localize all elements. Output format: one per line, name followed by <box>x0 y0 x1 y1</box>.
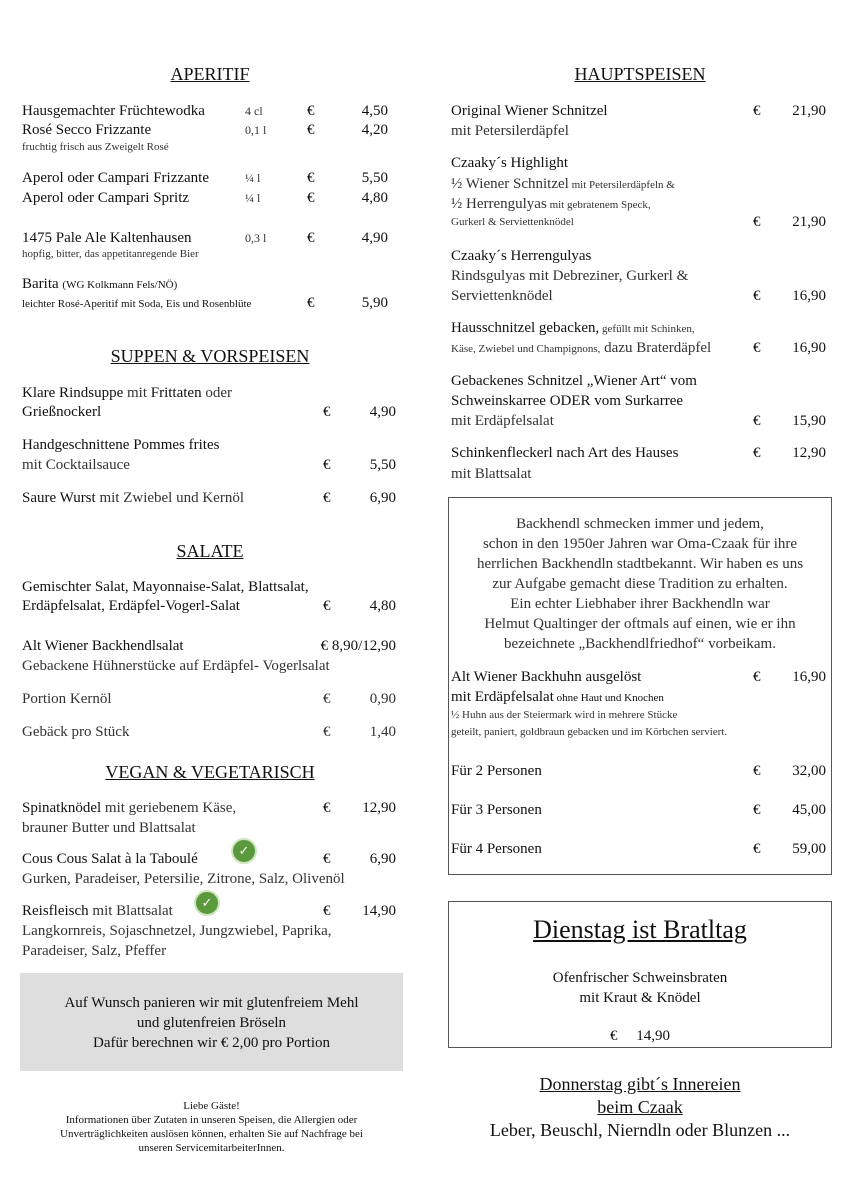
item-price: 5,50 <box>361 170 388 186</box>
item-price: 12,90 <box>792 445 826 461</box>
item-name: Gebackenes Schnitzel „Wiener Art“ vom <box>451 373 697 389</box>
item-name: Reisfleisch <box>22 903 89 919</box>
item-size: ¼ l <box>245 171 261 185</box>
item-name: Czaaky´s Herrengulyas <box>451 248 592 264</box>
item-currency: € <box>323 598 331 614</box>
section-title-hauptspeisen: HAUPTSPEISEN <box>574 64 706 84</box>
item-price: 12,90 <box>362 800 396 816</box>
item-name: Cous Cous Salat à la Taboulé <box>22 851 198 867</box>
option-currency: € <box>753 802 761 818</box>
item-line <box>451 174 675 194</box>
option-label: Für 4 Personen <box>451 841 542 857</box>
item-name: Aperol oder Campari Spritz <box>22 190 190 206</box>
item-price: 4,90 <box>369 404 396 420</box>
option-label: Für 3 Personen <box>451 802 542 818</box>
item-currency: € <box>753 214 761 230</box>
option-currency: € <box>753 841 761 857</box>
gluten-free-notice <box>20 973 403 1071</box>
item-text: Gurken, Paradeiser, Petersilie, Zitrone, Salz, Olivenöl <box>22 871 345 887</box>
item-name: Rosé Secco Frizzante <box>22 122 152 138</box>
item-line <box>22 901 173 921</box>
note-line: unseren ServicemitarbeiterInnen. <box>138 1142 285 1154</box>
section-title-vegan: VEGAN & VEGETARISCH <box>105 762 315 782</box>
item-price: 1,40 <box>369 724 396 740</box>
allergen-note <box>20 1099 403 1155</box>
intro-line: bezeichnete „Backhendlfriedhof“ vorbeikam. <box>504 636 776 652</box>
item-name: Schinkenfleckerl nach Art des Hauses <box>451 445 679 461</box>
item-price: 4,50 <box>361 103 388 119</box>
intro-line: zur Aufgabe gemacht diese Tradition zu erhalten. <box>492 576 788 592</box>
item-price: 0,90 <box>369 691 396 707</box>
item-currency: € <box>753 288 761 304</box>
item-line <box>451 338 711 358</box>
intro-line: Ein echter Liebhaber ihrer Backhendln war <box>510 596 770 612</box>
item-name: Frittaten <box>150 385 202 401</box>
item-name-line <box>22 274 177 294</box>
item-text: brauner Butter und Blattsalat <box>22 820 196 836</box>
item-text: Paradeiser, Salz, Pfeffer <box>22 943 167 959</box>
item-size: ¼ l <box>245 191 261 205</box>
item-line <box>22 798 236 818</box>
item-text: mit Zwiebel und Kernöl <box>95 490 245 506</box>
item-price: 16,90 <box>792 340 826 356</box>
item-currency: € <box>307 295 315 311</box>
item-currency: € <box>323 490 331 506</box>
item-name: Spinatknödel <box>22 800 102 816</box>
item-currency: € <box>307 103 315 119</box>
item-description: leichter Rosé-Aperitif mit Soda, Eis und Rosenblüte <box>22 298 252 310</box>
item-currency: € <box>307 122 315 138</box>
item-currency: € <box>753 103 761 119</box>
item-name: Czaaky´s Highlight <box>451 155 569 171</box>
item-text: ½ Herrengulyas <box>451 196 547 212</box>
item-price: 6,90 <box>369 490 396 506</box>
item-text: dazu Braterdäpfel <box>600 340 712 356</box>
item-currency: € <box>323 457 331 473</box>
note-line: Informationen über Zutaten in unseren Speisen, die Allergien oder <box>65 1114 358 1126</box>
item-line <box>22 383 232 403</box>
bratltag-line: Ofenfrischer Schweinsbraten <box>552 970 728 986</box>
item-description: hopfig, bitter, das appetitanregende Bier <box>22 248 199 260</box>
bratltag-title: Dienstag ist Bratltag <box>533 915 747 944</box>
item-name: Hausgemachter Früchtewodka <box>22 103 205 119</box>
item-name: Handgeschnittene Pommes frites <box>22 437 220 453</box>
item-name: Klare Rindsuppe <box>22 385 124 401</box>
donnerstag-line: Donnerstag gibt´s Innereien <box>539 1074 741 1094</box>
item-size: 0,1 l <box>245 123 267 137</box>
item-line <box>451 318 695 338</box>
item-name: Aperol oder Campari Frizzante <box>22 170 210 186</box>
item-currency: € <box>323 851 331 867</box>
item-price: 4,80 <box>361 190 388 206</box>
item-price: 4,20 <box>361 122 388 138</box>
item-currency: € <box>323 724 331 740</box>
item-text: mit Blattsalat <box>88 903 173 919</box>
note-line: Liebe Gäste! <box>183 1100 240 1112</box>
option-currency: € <box>753 763 761 779</box>
item-price: 21,90 <box>792 103 826 119</box>
item-name: Alt Wiener Backhuhn ausgelöst <box>451 669 642 685</box>
item-price: 16,90 <box>792 288 826 304</box>
vegan-icon: ✓ <box>231 838 257 864</box>
item-text: Käse, Zwiebel und Champignons, <box>451 343 601 355</box>
item-text: mit Petersilerdäpfel <box>451 123 569 139</box>
item-text: Langkornreis, Sojaschnetzel, Jungzwiebel, Paprika, <box>22 923 332 939</box>
option-label: Für 2 Personen <box>451 763 542 779</box>
section-title-aperitif: APERITIF <box>170 64 250 84</box>
item-text: mit gebratenem Speck, <box>546 199 651 211</box>
item-text: mit Blattsalat <box>451 466 532 482</box>
item-currency: € <box>323 903 331 919</box>
item-price: 16,90 <box>792 669 826 685</box>
item-price: 6,90 <box>369 851 396 867</box>
item-name: Barita <box>22 276 59 292</box>
item-line <box>22 488 244 508</box>
option-price: 45,00 <box>792 802 826 818</box>
item-text: ½ Huhn aus der Steiermark wird in mehrere Stücke <box>451 709 678 721</box>
item-text: mit Erdäpfelsalat <box>451 413 554 429</box>
bratltag-line: mit Kraut & Knödel <box>579 990 701 1006</box>
item-text: Gurkerl & Serviettenknödel <box>451 216 574 228</box>
item-price: 15,90 <box>792 413 826 429</box>
item-price: 4,90 <box>361 230 388 246</box>
bratltag-box <box>448 901 832 1048</box>
notice-line: und glutenfreien Bröseln <box>136 1015 287 1031</box>
option-price: 59,00 <box>792 841 826 857</box>
intro-line: schon in den 1950er Jahren war Oma-Czaak für ihre <box>482 536 798 552</box>
item-price: 21,90 <box>792 214 826 230</box>
item-text: mit geriebenem Käse, <box>101 800 237 816</box>
intro-line: herrlichen Backhendln stadtbekannt. Wir haben es uns <box>476 556 804 572</box>
item-price: € 8,90/12,90 <box>320 638 396 654</box>
bratltag-currency: € <box>610 1028 618 1044</box>
bratltag-price-line <box>449 1026 831 1046</box>
item-name: Alt Wiener Backhendlsalat <box>22 638 184 654</box>
item-name: Gemischter Salat, Mayonnaise-Salat, Blattsalat, <box>22 579 309 595</box>
item-price: 5,50 <box>369 457 396 473</box>
item-name: 1475 Pale Ale Kaltenhausen <box>22 230 192 246</box>
donnerstag-line: Leber, Beuschl, Nierndln oder Blunzen ... <box>489 1120 791 1140</box>
intro-line: Backhendl schmecken immer und jedem, <box>516 516 764 532</box>
item-price: 5,90 <box>361 295 388 311</box>
item-text: mit <box>123 385 151 401</box>
intro-line: Helmut Qualtinger der oftmals auf einen, wie er ihn <box>484 616 796 632</box>
item-text: mit Cocktailsauce <box>22 457 130 473</box>
section-title-salate: SALATE <box>176 541 244 561</box>
section-title-suppen: SUPPEN & VORSPEISEN <box>110 346 310 366</box>
item-text: mit Petersilerdäpfeln & <box>568 179 675 191</box>
item-currency: € <box>307 170 315 186</box>
item-name-note: (WG Kolkmann Fels/NÖ) <box>62 279 178 291</box>
notice-line: Dafür berechnen wir € 2,00 pro Portion <box>92 1035 331 1051</box>
item-name: Hausschnitzel gebacken, <box>451 320 600 336</box>
item-size: 4 cl <box>245 104 263 118</box>
item-text: Rindsgulyas mit Debreziner, Gurkerl & <box>451 268 689 284</box>
item-line <box>451 687 664 707</box>
item-size: 0,3 l <box>245 231 267 245</box>
item-text: ½ Wiener Schnitzel <box>451 176 569 192</box>
donnerstag-line: beim Czaak <box>597 1097 683 1117</box>
item-description: fruchtig frisch aus Zweigelt Rosé <box>22 141 169 153</box>
item-name: mit Erdäpfelsalat <box>451 689 554 705</box>
item-text: oder <box>201 385 232 401</box>
item-text: geteilt, paniert, goldbraun gebacken und im Körbchen serviert. <box>451 726 728 738</box>
item-name: Original Wiener Schnitzel <box>451 103 608 119</box>
backhendl-intro <box>449 514 831 654</box>
notice-line: Auf Wunsch panieren wir mit glutenfreiem Mehl <box>64 995 359 1011</box>
vegan-icon: ✓ <box>194 890 220 916</box>
option-price: 32,00 <box>792 763 826 779</box>
item-name: Grießnockerl <box>22 404 102 420</box>
item-name: Portion Kernöl <box>22 691 112 707</box>
note-line: Unverträglichkeiten auslösen können, erhalten Sie auf Nachfrage bei <box>60 1128 363 1140</box>
item-currency: € <box>323 691 331 707</box>
item-currency: € <box>753 413 761 429</box>
item-text: gefüllt mit Schinken, <box>599 323 695 335</box>
item-price: 4,80 <box>369 598 396 614</box>
item-currency: € <box>307 230 315 246</box>
item-currency: € <box>323 800 331 816</box>
item-currency: € <box>307 190 315 206</box>
item-currency: € <box>323 404 331 420</box>
item-name: Schweinskarree ODER vom Surkarree <box>451 393 684 409</box>
item-text: ohne Haut und Knochen <box>553 692 664 704</box>
bratltag-price: 14,90 <box>636 1028 670 1044</box>
item-name: Gebäck pro Stück <box>22 724 130 740</box>
item-currency: € <box>753 445 761 461</box>
item-currency: € <box>753 340 761 356</box>
item-text: Serviettenknödel <box>451 288 553 304</box>
item-name: Saure Wurst <box>22 490 96 506</box>
item-text: Gebackene Hühnerstücke auf Erdäpfel- Vogerlsalat <box>22 658 330 674</box>
item-currency: € <box>753 669 761 685</box>
item-name: Erdäpfelsalat, Erdäpfel-Vogerl-Salat <box>22 598 240 614</box>
backhendl-box <box>448 497 832 875</box>
item-line <box>451 194 651 214</box>
item-price: 14,90 <box>362 903 396 919</box>
donnerstag-notice <box>448 1073 832 1142</box>
